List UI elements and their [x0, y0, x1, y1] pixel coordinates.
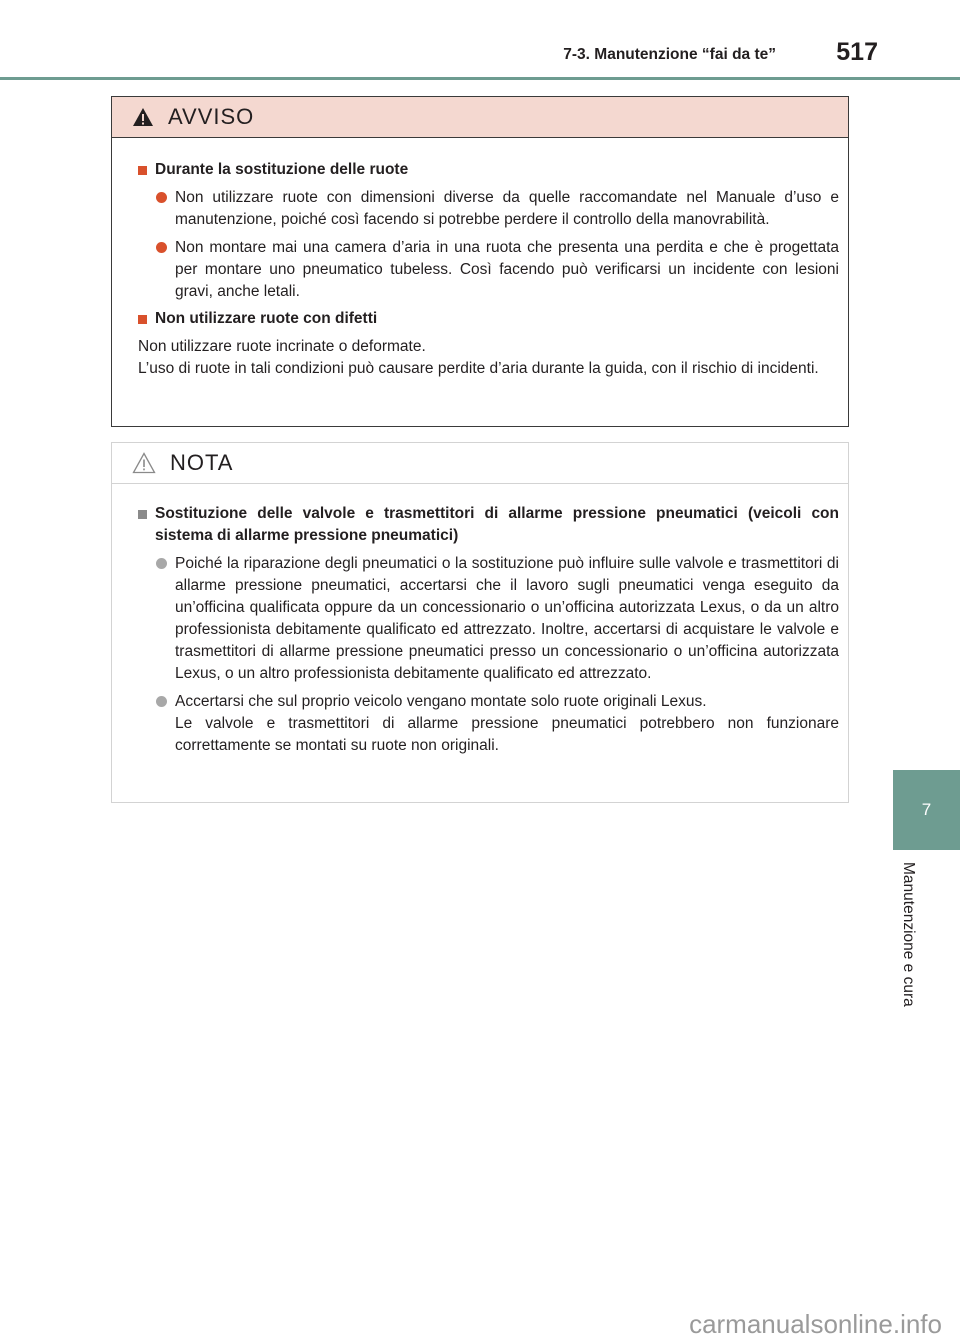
section-heading [138, 308, 839, 330]
section-heading [138, 503, 839, 547]
warning-header [112, 97, 848, 138]
caution-triangle-icon [132, 452, 156, 474]
warning-box [111, 96, 849, 427]
paragraph [138, 336, 839, 380]
note-title: NOTA [170, 450, 234, 475]
running-header: 7-3. Manutenzione “fai da te” [563, 46, 776, 63]
list-item-line: Le valvole e trasmettitori di allarme pressione pneumatici potrebbero non funzionare correttamente se montati su ruote non originali. [175, 715, 839, 754]
header-rule [0, 77, 960, 80]
section-heading-text: Durante la sostituzione delle ruote [155, 161, 409, 178]
list-item-line: Accertarsi che sul proprio veicolo vengano montate solo ruote originali Lexus. [175, 693, 707, 710]
list-item-text [175, 691, 839, 757]
warning-triangle-icon [132, 107, 154, 127]
list-item-text: Non montare mai una camera d’aria in una ruota che presenta una perdita e che è progettata per montare uno pneumatico tubeless. Così facendo può verificarsi un incidente con lesioni gravi, anche letali. [175, 239, 839, 300]
square-bullet-icon [138, 315, 147, 324]
round-bullet-icon [156, 558, 167, 569]
list-item-text: Non utilizzare ruote con dimensioni diverse da quelle raccomandate nel Manuale d’uso e manutenzione, poiché così facendo si potrebbe perdere il controllo della manovrabilità. [175, 189, 839, 228]
note-body [112, 484, 848, 757]
section-heading-text: Non utilizzare ruote con difetti [155, 310, 378, 327]
chapter-tab [893, 770, 960, 850]
square-bullet-icon [138, 166, 147, 175]
list-item [138, 553, 839, 685]
paragraph-line: Non utilizzare ruote incrinate o deformate. [138, 338, 426, 355]
round-bullet-icon [156, 242, 167, 253]
chapter-number: 7 [921, 800, 932, 819]
watermark: carmanualsonline.info [689, 1309, 942, 1339]
square-bullet-icon [138, 510, 147, 519]
page-number: 517 [836, 38, 878, 66]
note-box [111, 442, 849, 803]
list-item-text: Poiché la riparazione degli pneumatici o la sostituzione può influire sulle valvole e trasmettitori di allarme pressione pneumatici, accertarsi che il lavoro sugli pneumatici venga eseguito da un’officina qualificata oppure da un concessionario o un’officina autorizzata Lexus, o da un altro professionista debitamente qualificato ed attrezzato. Inoltre, accertarsi di acquistare le valvole e trasmettitori di allarme pressione pneumatici presso un concessionario o un’officina autorizzata Lexus, o un altro professionista debitamente qualificato ed attrezzato. [175, 555, 839, 682]
chapter-title: Manutenzione e cura [900, 862, 917, 1007]
warning-body [112, 138, 848, 380]
paragraph-line: L’uso di ruote in tali condizioni può causare perdite d’aria durante la guida, con il rischio di incidenti. [138, 360, 819, 377]
list-item [138, 691, 839, 757]
round-bullet-icon [156, 696, 167, 707]
list-item [138, 187, 839, 231]
section-heading [138, 159, 839, 181]
note-header [112, 443, 848, 484]
section-heading-text: Sostituzione delle valvole e trasmettitori di allarme pressione pneumatici (veicoli con sistema di allarme pressione pneumatici) [155, 505, 839, 544]
warning-title: AVVISO [168, 104, 255, 129]
round-bullet-icon [156, 192, 167, 203]
list-item [138, 237, 839, 303]
